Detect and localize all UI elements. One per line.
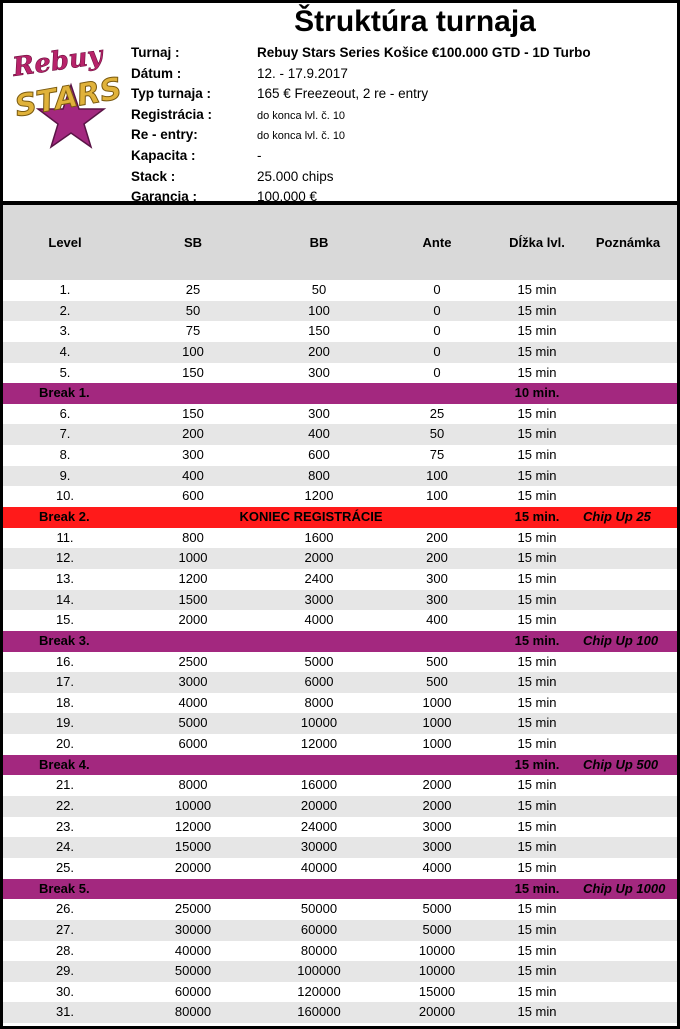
info-label: Turnaj : [131, 45, 180, 60]
bb-cell: 20000 [300, 798, 338, 814]
ante-cell: 5000 [422, 901, 452, 917]
length-cell: 15 min [517, 901, 557, 917]
ante-cell: 2000 [422, 798, 452, 814]
bb-cell: 12000 [300, 736, 338, 752]
sb-cell: 150 [182, 405, 204, 421]
length-cell: 15 min [517, 405, 557, 421]
note-cell [579, 280, 677, 301]
sb-cell: 30000 [174, 921, 212, 937]
length-cell: 15 min [517, 570, 557, 586]
ante-cell: 5000 [422, 921, 452, 937]
tournament-header [3, 0, 677, 205]
note-cell [579, 486, 677, 507]
sb-cell: 600 [182, 488, 204, 504]
length-cell: 15 min [517, 653, 557, 669]
note-cell [579, 672, 677, 693]
bb-cell: 4000 [304, 612, 334, 628]
note-cell [579, 837, 677, 858]
table-row [3, 342, 677, 363]
note-cell [579, 652, 677, 673]
bb-cell: 30000 [300, 839, 338, 855]
length-cell: 15 min [517, 715, 557, 731]
table-row [3, 569, 677, 590]
ante-cell: 1000 [422, 715, 452, 731]
ante-cell: 0 [433, 323, 441, 339]
bb-cell: 300 [308, 364, 330, 380]
bb-cell: 800 [308, 467, 330, 483]
page-title: Štruktúra turnaja [294, 5, 536, 38]
table-row [3, 796, 677, 817]
break-length: 15 min. [514, 509, 560, 525]
table-row [3, 961, 677, 982]
break-label: Break 3. [39, 632, 90, 648]
level-cell: 29. [55, 963, 75, 979]
table-header [3, 205, 677, 281]
length-cell: 15 min [517, 447, 557, 463]
info-label: Kapacita : [131, 147, 196, 163]
sb-cell: 40000 [174, 942, 212, 958]
ante-cell: 25 [429, 405, 445, 421]
ante-cell: 100 [426, 488, 448, 504]
level-cell: 4. [59, 343, 71, 359]
break-label: Break 5. [39, 880, 90, 896]
sb-cell: 200 [182, 426, 204, 442]
bb-cell: 2000 [304, 550, 334, 566]
info-label: Stack : [131, 168, 176, 184]
ante-cell: 0 [433, 364, 441, 380]
length-cell: 15 min [517, 488, 557, 504]
length-cell: 15 min [517, 612, 557, 628]
sb-cell: 1200 [178, 570, 208, 586]
table-row [3, 837, 677, 858]
bb-cell: 16000 [300, 777, 338, 793]
logo-line1: Rebuy [10, 41, 105, 83]
sb-cell: 15000 [174, 839, 212, 855]
bb-cell: 400 [308, 426, 330, 442]
length-cell: 15 min [517, 467, 557, 483]
break-note-middle: KONIEC REGISTRÁCIE [239, 509, 383, 525]
table-row [3, 610, 677, 631]
sb-cell: 10000 [174, 798, 212, 814]
table-row [3, 301, 677, 322]
break-row [3, 383, 677, 404]
break-note: Chip Up 25 [583, 509, 651, 525]
length-cell: 15 min [517, 818, 557, 834]
bb-cell: 10000 [300, 715, 338, 731]
bb-cell: 2400 [304, 570, 334, 586]
note-cell [579, 424, 677, 445]
ante-cell: 200 [426, 550, 448, 566]
level-cell: 10. [55, 488, 75, 504]
note-cell [579, 796, 677, 817]
info-label: Registrácia : [131, 106, 213, 122]
length-cell: 15 min [517, 364, 557, 380]
length-cell: 15 min [517, 963, 557, 979]
levels-table [3, 280, 677, 1023]
ante-cell: 0 [433, 302, 441, 318]
level-cell: 3. [59, 323, 71, 339]
level-cell: 12. [55, 550, 75, 566]
length-cell: 15 min [517, 282, 557, 297]
level-cell: 24. [55, 839, 75, 855]
break-label: Break 2. [39, 509, 90, 525]
sb-cell: 3000 [178, 674, 208, 690]
note-cell [579, 569, 677, 590]
table-row [3, 424, 677, 445]
info-label: Dátum : [131, 65, 182, 81]
note-cell [579, 610, 677, 631]
table-row [3, 920, 677, 941]
rebuy-stars-logo [9, 41, 127, 149]
ante-cell: 10000 [418, 963, 456, 979]
info-value: 100.000 € [257, 189, 318, 205]
table-row [3, 321, 677, 342]
note-cell [579, 404, 677, 425]
length-cell: 15 min [517, 921, 557, 937]
length-cell: 15 min [517, 839, 557, 855]
level-cell: 9. [59, 467, 71, 483]
bb-cell: 40000 [300, 859, 338, 875]
ante-cell: 300 [426, 591, 448, 607]
info-row [131, 84, 591, 105]
ante-cell: 500 [426, 674, 448, 690]
length-cell: 15 min [517, 983, 557, 999]
bb-cell: 100000 [297, 963, 341, 979]
sb-cell: 400 [182, 467, 204, 483]
sb-cell: 100 [182, 343, 204, 359]
level-cell: 8. [59, 447, 71, 463]
info-row [131, 187, 591, 208]
sb-cell: 2000 [178, 612, 208, 628]
bb-cell: 1200 [304, 488, 334, 504]
level-cell: 30. [55, 983, 75, 999]
bb-cell: 300 [308, 405, 330, 421]
table-row [3, 486, 677, 507]
bb-cell: 3000 [304, 591, 334, 607]
info-value: 165 € Freezeout, 2 re - entry [257, 86, 429, 102]
length-cell: 15 min [517, 302, 557, 318]
level-cell: 17. [55, 674, 75, 690]
length-cell: 15 min [517, 942, 557, 958]
bb-cell: 100 [308, 302, 330, 318]
length-cell: 15 min [517, 323, 557, 339]
info-value: 12. - 17.9.2017 [257, 65, 348, 81]
sb-cell: 1500 [178, 591, 208, 607]
sb-cell: 300 [182, 447, 204, 463]
break-length: 15 min. [514, 880, 560, 896]
tournament-info [131, 43, 591, 208]
length-cell: 15 min [517, 550, 557, 566]
sb-cell: 25000 [174, 901, 212, 917]
info-label: Garancia : [131, 189, 198, 205]
bb-cell: 1600 [304, 529, 334, 545]
info-label: Re - entry: [131, 127, 198, 143]
break-note [579, 383, 677, 404]
level-cell: 13. [55, 570, 75, 586]
ante-cell: 500 [426, 653, 448, 669]
info-value: 25.000 chips [257, 168, 334, 184]
length-cell: 15 min [517, 674, 557, 690]
sb-cell: 4000 [178, 694, 208, 710]
table-row [3, 652, 677, 673]
bb-cell: 6000 [304, 674, 334, 690]
break-row [3, 507, 677, 528]
break-note: Chip Up 1000 [583, 880, 666, 896]
break-note: Chip Up 500 [583, 756, 659, 772]
col-note: Poznámka [595, 235, 661, 250]
info-row [131, 167, 591, 188]
note-cell [579, 693, 677, 714]
break-label: Break 4. [39, 756, 90, 772]
note-cell [579, 321, 677, 342]
length-cell: 15 min [517, 529, 557, 545]
note-cell [579, 858, 677, 879]
bb-cell: 150 [308, 323, 330, 339]
note-cell [579, 445, 677, 466]
level-cell: 2. [59, 302, 71, 318]
break-note: Chip Up 100 [583, 632, 659, 648]
level-cell: 1. [59, 282, 71, 297]
col-ante: Ante [422, 235, 452, 250]
sb-cell: 6000 [178, 736, 208, 752]
bb-cell: 50 [311, 282, 327, 297]
table-row [3, 734, 677, 755]
break-note-middle [127, 383, 495, 404]
table-row [3, 713, 677, 734]
ante-cell: 200 [426, 529, 448, 545]
info-value: do konca lvl. č. 10 [257, 109, 346, 122]
break-row [3, 631, 677, 652]
level-cell: 7. [59, 426, 71, 442]
note-cell [579, 363, 677, 384]
col-bb: BB [309, 235, 329, 250]
col-length: Dĺžka lvl. [509, 235, 565, 250]
ante-cell: 1000 [422, 694, 452, 710]
length-cell: 15 min [517, 343, 557, 359]
sb-cell: 60000 [174, 983, 212, 999]
break-note-middle [127, 879, 495, 900]
table-row [3, 941, 677, 962]
length-cell: 15 min [517, 1004, 557, 1020]
note-cell [579, 961, 677, 982]
sb-cell: 5000 [178, 715, 208, 731]
break-row [3, 879, 677, 900]
info-value: do konca lvl. č. 10 [257, 130, 346, 143]
level-cell: 22. [55, 798, 75, 814]
length-cell: 15 min [517, 591, 557, 607]
bb-cell: 600 [308, 447, 330, 463]
note-cell [579, 982, 677, 1003]
col-level: Level [48, 235, 82, 250]
level-cell: 21. [55, 777, 75, 793]
break-note-middle [127, 631, 495, 652]
note-cell [579, 1002, 677, 1023]
bb-cell: 5000 [304, 653, 334, 669]
length-cell: 15 min [517, 798, 557, 814]
table-row [3, 528, 677, 549]
table-row [3, 280, 677, 301]
level-cell: 11. [56, 529, 74, 545]
sb-cell: 12000 [174, 818, 212, 834]
note-cell [579, 817, 677, 838]
length-cell: 15 min [517, 859, 557, 875]
note-cell [579, 899, 677, 920]
ante-cell: 400 [426, 612, 448, 628]
ante-cell: 0 [433, 282, 441, 297]
table-row [3, 775, 677, 796]
ante-cell: 50 [429, 426, 445, 442]
ante-cell: 100 [426, 467, 448, 483]
level-cell: 14. [55, 591, 75, 607]
break-length: 15 min. [514, 632, 560, 648]
bb-cell: 60000 [300, 921, 338, 937]
table-row [3, 817, 677, 838]
table-row [3, 672, 677, 693]
info-row [131, 105, 591, 126]
table-row [3, 590, 677, 611]
note-cell [579, 342, 677, 363]
info-label: Typ turnaja : [131, 86, 212, 102]
info-row [131, 146, 591, 167]
note-cell [579, 466, 677, 487]
note-cell [579, 734, 677, 755]
sb-cell: 2500 [178, 653, 208, 669]
bb-cell: 50000 [300, 901, 338, 917]
table-row [3, 404, 677, 425]
level-cell: 15. [55, 612, 75, 628]
info-row [131, 43, 591, 64]
ante-cell: 15000 [418, 983, 456, 999]
table-row [3, 899, 677, 920]
sb-cell: 75 [185, 323, 201, 339]
table-row [3, 858, 677, 879]
table-row [3, 982, 677, 1003]
level-cell: 28. [55, 942, 75, 958]
ante-cell: 75 [429, 447, 445, 463]
length-cell: 15 min [517, 426, 557, 442]
col-sb: SB [183, 235, 203, 250]
note-cell [579, 713, 677, 734]
info-value: - [257, 147, 262, 163]
sb-cell: 20000 [174, 859, 212, 875]
level-cell: 23. [55, 818, 75, 834]
length-cell: 15 min [517, 777, 557, 793]
level-cell: 5. [59, 364, 71, 380]
table-row [3, 693, 677, 714]
ante-cell: 1000 [422, 736, 452, 752]
info-row [131, 125, 591, 146]
table-row [3, 548, 677, 569]
bb-cell: 80000 [300, 942, 338, 958]
table-row [3, 1002, 677, 1023]
table-row [3, 363, 677, 384]
length-cell: 15 min [517, 736, 557, 752]
table-row [3, 466, 677, 487]
note-cell [579, 590, 677, 611]
break-note-middle [127, 755, 495, 776]
bb-cell: 160000 [297, 1004, 341, 1020]
sb-cell: 50 [185, 302, 201, 318]
break-length: 15 min. [514, 756, 560, 772]
level-cell: 19. [55, 715, 75, 731]
sb-cell: 50000 [174, 963, 212, 979]
level-cell: 25. [55, 859, 75, 875]
table-row [3, 445, 677, 466]
note-cell [579, 941, 677, 962]
ante-cell: 10000 [418, 942, 456, 958]
break-length: 10 min. [514, 385, 560, 401]
sb-cell: 25 [185, 282, 201, 297]
level-cell: 31. [55, 1004, 75, 1020]
note-cell [579, 301, 677, 322]
info-row [131, 64, 591, 85]
ante-cell: 2000 [422, 777, 452, 793]
logo-line2: STARS [12, 71, 125, 125]
ante-cell: 0 [433, 343, 441, 359]
ante-cell: 3000 [422, 839, 452, 855]
ante-cell: 3000 [422, 818, 452, 834]
note-cell [579, 775, 677, 796]
note-cell [579, 548, 677, 569]
ante-cell: 300 [426, 570, 448, 586]
level-cell: 18. [55, 694, 75, 710]
ante-cell: 4000 [422, 859, 452, 875]
break-label: Break 1. [39, 385, 90, 401]
sb-cell: 1000 [178, 550, 208, 566]
level-cell: 20. [55, 736, 75, 752]
level-cell: 26. [55, 901, 75, 917]
bb-cell: 24000 [300, 818, 338, 834]
level-cell: 27. [55, 921, 75, 937]
bb-cell: 120000 [297, 983, 341, 999]
level-cell: 16. [55, 653, 75, 669]
note-cell [579, 920, 677, 941]
length-cell: 15 min [517, 694, 557, 710]
sb-cell: 80000 [174, 1004, 212, 1020]
sb-cell: 800 [182, 529, 204, 545]
note-cell [579, 528, 677, 549]
sb-cell: 8000 [178, 777, 208, 793]
ante-cell: 20000 [418, 1004, 456, 1020]
sb-cell: 150 [182, 364, 204, 380]
bb-cell: 8000 [304, 694, 334, 710]
info-value: Rebuy Stars Series Košice €100.000 GTD - 1D Turbo [257, 45, 591, 60]
level-cell: 6. [59, 405, 71, 421]
break-row [3, 755, 677, 776]
bb-cell: 200 [308, 343, 330, 359]
